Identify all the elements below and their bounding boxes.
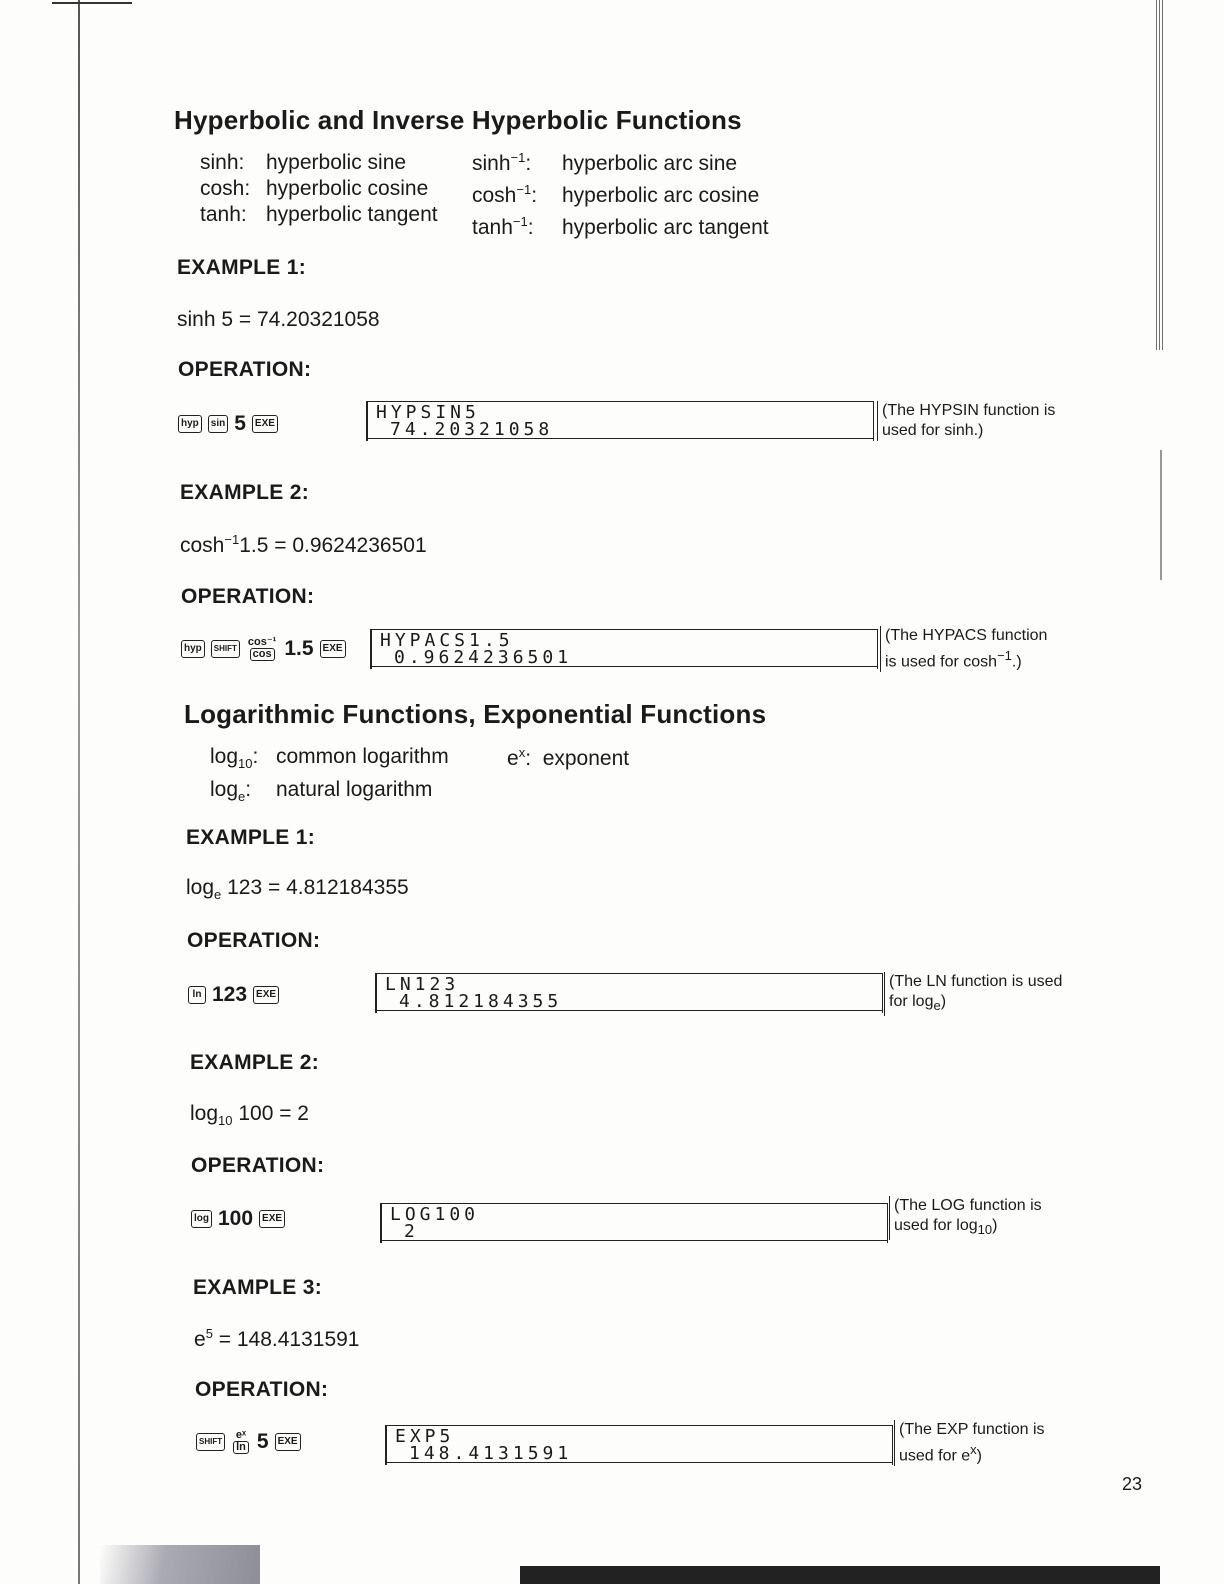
- display-note: (The EXP function is used for $e^x$): [894, 1420, 1045, 1466]
- page-number: 23: [1122, 1474, 1143, 1494]
- key-sequence: [178, 412, 278, 436]
- display-note: (The HYPSIN function is used for sinh.): [877, 401, 1055, 441]
- scan-shadow-bottom-left: [100, 1545, 260, 1584]
- definition-row: $\sinh^{-1}$: hyperbolic arc sine: [472, 150, 738, 175]
- example-heading: EXAMPLE 3:: [193, 1276, 323, 1299]
- lcd-display: [366, 401, 874, 441]
- definition-list-left: [210, 744, 449, 810]
- key-sequence: [188, 983, 279, 1007]
- lcd-display: [375, 973, 883, 1013]
- ln-key-icon: ln: [188, 986, 206, 1004]
- example-heading: EXAMPLE 2:: [180, 481, 310, 504]
- display-note: (The LOG function is used for $\log_{10}$): [889, 1196, 1042, 1240]
- hyp-key-icon: hyp: [181, 640, 205, 658]
- exp-key-icon: eˣ ln: [231, 1431, 251, 1453]
- display-note: (The HYPACS function is used for $\cosh^{-1}$.): [880, 626, 1047, 672]
- display-line-1: HYPACS1.5: [380, 630, 514, 651]
- display-line-2: 2: [382, 1223, 887, 1241]
- key-sequence: [191, 1207, 285, 1231]
- display-line-2: 0.9624236501: [372, 649, 877, 667]
- section-title-hyperbolic: Hyperbolic and Inverse Hyperbolic Functions: [174, 105, 742, 135]
- definition-row: $\log_{10}$: common logarithm: [210, 745, 449, 772]
- display-line-1: LOG100: [390, 1204, 480, 1225]
- exe-key-icon: EXE: [320, 640, 346, 658]
- key-sequence: [181, 637, 346, 661]
- definition-row: cosh: hyperbolic cosine: [200, 177, 429, 200]
- display-line-1: EXP5: [395, 1426, 455, 1447]
- operation-heading: OPERATION:: [187, 929, 321, 952]
- display-line-1: HYPSIN5: [376, 402, 480, 423]
- definition-row: sinh: hyperbolic sine: [200, 151, 407, 174]
- definition-row: tanh: hyperbolic tangent: [200, 203, 438, 226]
- key-digits: 1.5: [284, 637, 314, 660]
- definition-list-left: [200, 150, 438, 228]
- display-line-2: 4.812184355: [377, 993, 882, 1011]
- lcd-display: [370, 629, 878, 669]
- example-equation: sinh 5 = 74.20321058: [177, 308, 380, 331]
- display-line-1: LN123: [385, 974, 460, 995]
- display-note: (The LN function is used for $\log_e$): [884, 972, 1062, 1016]
- key-sequence: [196, 1430, 301, 1454]
- operation-heading: OPERATION:: [181, 585, 315, 608]
- cos-inverse-key-icon: cos⁻¹ cos: [247, 636, 277, 660]
- example-heading: EXAMPLE 2:: [190, 1051, 320, 1074]
- example-heading: EXAMPLE 1:: [177, 256, 307, 279]
- example-equation: $\log_e 123 = 4.812184355$: [186, 876, 409, 903]
- scan-edge-top: [52, 2, 132, 4]
- display-line-2: 74.20321058: [368, 421, 873, 439]
- key-digits: 123: [212, 983, 248, 1006]
- scan-edge-left: [78, 0, 80, 1584]
- key-digits: 100: [218, 1207, 254, 1230]
- exe-key-icon: EXE: [259, 1210, 285, 1228]
- example-equation: $e^5 = 148.4131591$: [194, 1326, 360, 1351]
- exe-key-icon: EXE: [275, 1433, 301, 1451]
- definition-list-right: [507, 740, 629, 772]
- example-heading: EXAMPLE 1:: [186, 826, 316, 849]
- scan-edge-right-lower: [1160, 450, 1162, 580]
- display-line-2: 148.4131591: [387, 1445, 892, 1463]
- definition-row: $e^x$: exponent: [507, 745, 630, 770]
- log-key-icon: log: [191, 1210, 212, 1228]
- definition-row: $\cosh^{-1}$: hyperbolic arc cosine: [472, 182, 760, 207]
- key-digits: 5: [234, 412, 246, 435]
- shift-key-icon: SHIFT: [196, 1433, 225, 1451]
- operation-heading: OPERATION:: [191, 1154, 325, 1177]
- exe-key-icon: EXE: [252, 415, 278, 433]
- definition-row: $\tanh^{-1}$: hyperbolic arc tangent: [472, 214, 769, 239]
- example-equation: $\log_{10} 100 = 2$: [190, 1102, 309, 1129]
- operation-heading: OPERATION:: [195, 1378, 329, 1401]
- operation-heading: OPERATION:: [178, 358, 312, 381]
- definition-row: $\log_e$: natural logarithm: [210, 778, 433, 805]
- definition-list-right: [472, 145, 769, 241]
- example-equation: $\cosh^{-1}1.5 = 0.9624236501$: [180, 532, 427, 557]
- exe-key-icon: EXE: [253, 986, 279, 1004]
- lcd-display: [385, 1425, 893, 1465]
- scan-edge-bottom: [520, 1566, 1160, 1584]
- lcd-display: [380, 1203, 888, 1243]
- hyp-key-icon: hyp: [178, 415, 202, 433]
- scan-edge-right: [1156, 0, 1164, 350]
- section-title-logarithmic: Logarithmic Functions, Exponential Functions: [184, 699, 767, 729]
- sin-key-icon: sin: [208, 415, 228, 433]
- shift-key-icon: SHIFT: [211, 640, 240, 658]
- key-digits: 5: [256, 1430, 269, 1453]
